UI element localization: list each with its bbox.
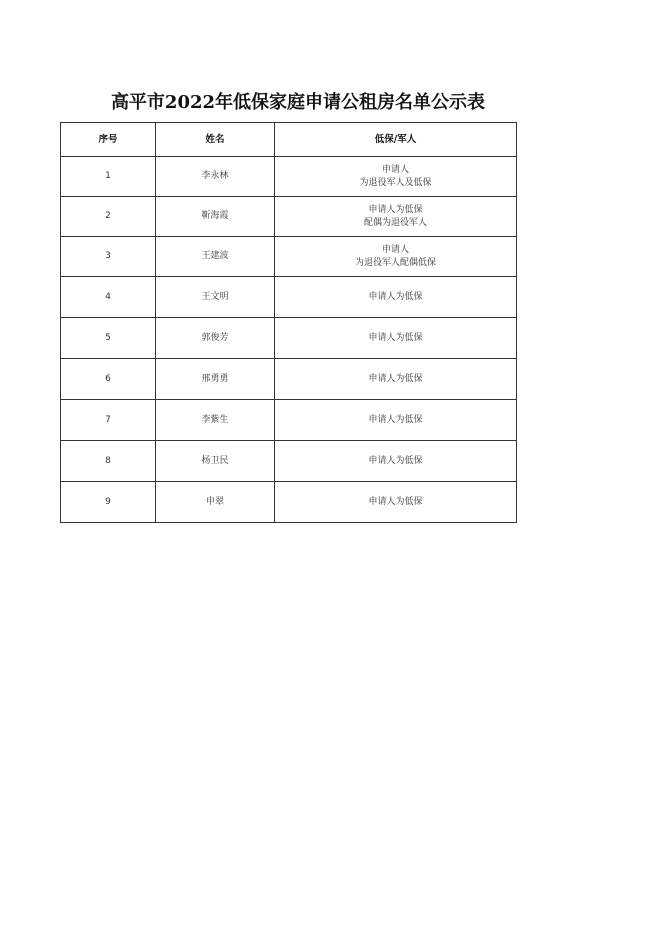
cell-no: 9 — [61, 482, 156, 523]
table-row — [61, 482, 517, 523]
cell-status: 申请人为低保 — [275, 482, 517, 523]
table-row — [61, 157, 517, 197]
cell-status-line: 为退役军人及低保 — [359, 177, 432, 188]
table-header-row — [61, 123, 517, 157]
cell-no: 7 — [61, 400, 156, 441]
table-row — [61, 237, 517, 277]
cell-status-line: 为退役军人配偶低保 — [354, 257, 436, 268]
cell-status — [275, 237, 517, 277]
table-row — [61, 318, 517, 359]
cell-status — [275, 197, 517, 237]
table-row — [61, 400, 517, 441]
cell-no: 4 — [61, 277, 156, 318]
cell-no: 1 — [61, 157, 156, 197]
cell-name: 李紫生 — [156, 400, 275, 441]
cell-status: 申请人为低保 — [275, 359, 517, 400]
cell-status: 申请人为低保 — [275, 441, 517, 482]
cell-name: 靳海霞 — [156, 197, 275, 237]
cell-status-line: 申请人 — [381, 164, 409, 175]
cell-name: 杨卫民 — [156, 441, 275, 482]
roster-table — [60, 122, 517, 523]
cell-status: 申请人为低保 — [275, 318, 517, 359]
cell-no: 8 — [61, 441, 156, 482]
cell-name: 郭俊芳 — [156, 318, 275, 359]
table-row — [61, 441, 517, 482]
cell-name: 王文明 — [156, 277, 275, 318]
column-header-name: 姓名 — [156, 123, 275, 157]
column-header-status: 低保/军人 — [275, 123, 517, 157]
cell-status: 申请人为低保 — [275, 400, 517, 441]
cell-no: 5 — [61, 318, 156, 359]
cell-status: 申请人为低保 — [275, 277, 517, 318]
cell-no: 2 — [61, 197, 156, 237]
table-row — [61, 277, 517, 318]
table-row — [61, 197, 517, 237]
cell-status — [275, 157, 517, 197]
page-title: 高平市2022年低保家庭申请公租房名单公示表 — [110, 92, 486, 113]
column-header-no: 序号 — [61, 123, 156, 157]
cell-status-line: 配偶为退役军人 — [363, 217, 427, 228]
cell-name: 申翠 — [156, 482, 275, 523]
cell-status-line: 申请人 — [381, 244, 409, 255]
cell-status-line: 申请人为低保 — [368, 204, 423, 215]
cell-name: 李永林 — [156, 157, 275, 197]
cell-no: 3 — [61, 237, 156, 277]
cell-name: 王建波 — [156, 237, 275, 277]
cell-name: 邢勇勇 — [156, 359, 275, 400]
cell-no: 6 — [61, 359, 156, 400]
table-row — [61, 359, 517, 400]
